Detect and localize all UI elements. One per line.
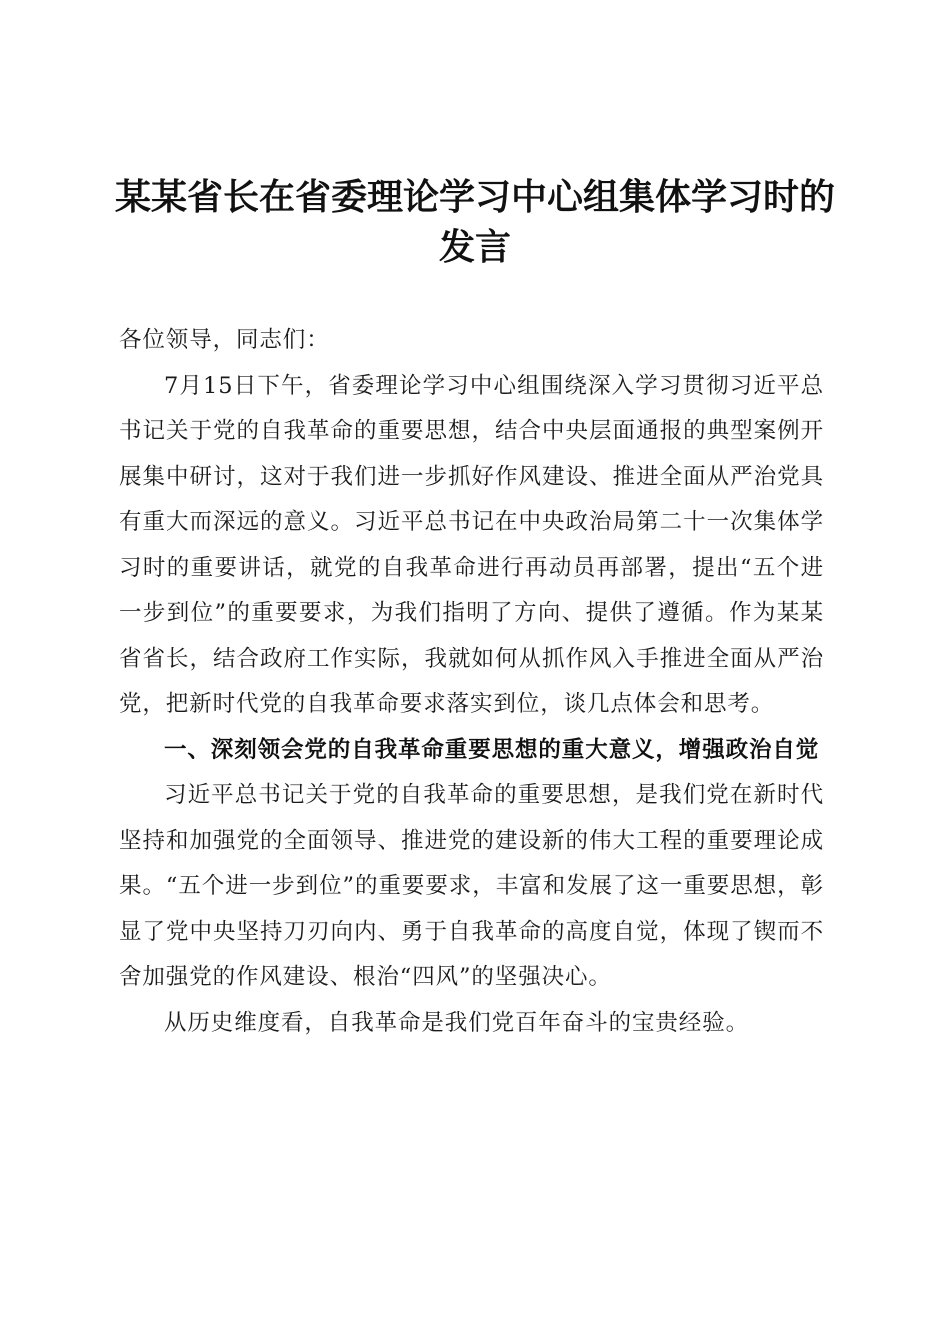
salutation: 各位领导，同志们： <box>119 327 330 353</box>
intro-paragraph: 7月15日下午，省委理论学习中心组围绕深入学习贯彻习近平总书记关于党的自我革命的重要思想，结合中央层面通报的典型案例开展集中研讨，这对于我们进一步抓好作风建设、推进全面从严治党具有重大而深远的意义。习近平总书记在中央政治局第二十一次集体学习时的重要讲话，就党的自我革命进行再动员再部署，提出“五个进一步到位”的重要要求，为我们指明了方向、提供了遵循。作为某某省省长，结合政府工作实际，我就如何从抓作风入手推进全面从严治党，把新时代党的自我革命要求落实到位，谈几点体会和思考。 <box>119 372 824 717</box>
section-heading: 一、深刻领会党的自我革命重要思想的重大意义，增强政治自觉 <box>164 736 820 763</box>
document-title: 某某省长在省委理论学习中心组集体学习时的发言 <box>114 176 835 268</box>
section-paragraph: 习近平总书记关于党的自我革命的重要思想，是我们党在新时代坚持和加强党的全面领导、推进党的建设新的伟大工程的重要理论成果。“五个进一步到位”的重要要求，丰富和发展了这一重要思想，彰显了党中央坚持刀刃向内、勇于自我革命的高度自觉，体现了锲而不舍加强党的作风建设、根治“四风”的坚强决心。 <box>119 782 824 990</box>
document-body <box>119 318 824 1046</box>
section-paragraph: 从历史维度看，自我革命是我们党百年奋斗的宝贵经验。 <box>164 1009 750 1036</box>
